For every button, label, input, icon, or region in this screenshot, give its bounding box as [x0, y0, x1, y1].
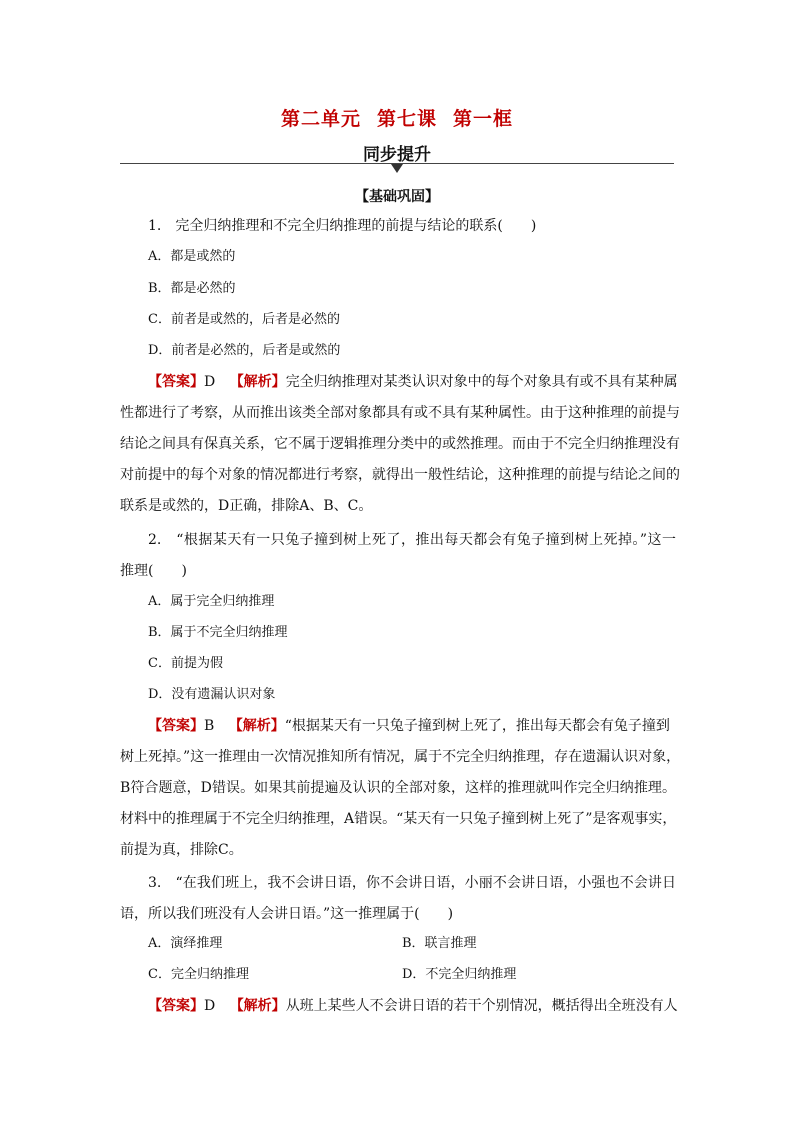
q3-option-a: A．演绎推理: [148, 936, 223, 951]
q3-stem: 3. “在我们班上，我不会讲日语，你不会讲日语，小丽不会讲日语，小强也不会讲日: [148, 875, 676, 891]
q2-option-a: A．属于完全归纳推理: [148, 594, 275, 609]
q2-analysis-line: B符合题意，D错误。如果其前提遍及认识的全部对象，这样的推理就叫作完全归纳推理。: [120, 780, 676, 796]
q2-option-b: B．属于不完全归纳推理: [148, 625, 288, 640]
q2-analysis-line: 材料中的推理属于不完全归纳推理，A错误。“某天有一只兔子撞到树上死了”是客观事实，: [120, 811, 677, 827]
q2-analysis-line: 树上死掉。”这一推理由一次情况推知所有情况，属于不完全归纳推理，存在遗漏认识对象，: [120, 749, 681, 765]
q1-analysis-line: 对前提中的每个对象的情况都进行考察，就得出一般性结论，这种推理的前提与结论之间的: [120, 467, 680, 483]
lesson-title: 第七课: [376, 108, 437, 130]
q1-answer-line: [148, 372, 678, 392]
q2-answer-line: [148, 716, 670, 736]
q3-analysis-line: 从班上某些人不会讲日语的若干个别情况，概括得出全班没有人: [285, 998, 678, 1014]
section-heading: 【基础巩固】: [355, 189, 439, 205]
q3-stem: 语，所以我们班没有人会讲日语。”这一推理属于( ): [120, 906, 454, 922]
analysis-label: 【解析】: [229, 998, 286, 1014]
frame-title: 第一框: [453, 108, 514, 130]
analysis-label: 【解析】: [228, 718, 285, 734]
q1-analysis-line: 完全归纳推理对某类认识对象中的每个对象具有或不具有某种属: [285, 374, 678, 390]
q1-stem: 1. 完全归纳推理和不完全归纳推理的前提与结论的联系( ): [148, 218, 537, 234]
q1-option-c: C．前者是或然的，后者是必然的: [148, 312, 340, 327]
q3-option-d: D．不完全归纳推理: [402, 967, 517, 982]
q2-option-d: D．没有遗漏认识对象: [148, 687, 276, 702]
q2-answer: B: [204, 718, 215, 734]
q1-option-a: A．都是或然的: [148, 249, 236, 264]
q1-answer: D: [204, 374, 216, 390]
q3-answer: D: [204, 998, 216, 1014]
q3-answer-line: [148, 996, 678, 1016]
answer-label: 【答案】: [148, 718, 204, 734]
analysis-label: 【解析】: [229, 374, 286, 390]
q1-analysis-line: 联系是或然的，D正确，排除A、B、C。: [120, 498, 373, 514]
answer-label: 【答案】: [148, 998, 204, 1014]
q2-analysis-line: 前提为真，排除C。: [120, 842, 243, 858]
q2-option-c: C．前提为假: [148, 656, 223, 671]
q2-analysis-line: “根据某天有一只兔子撞到树上死了，推出每天都会有兔子撞到: [284, 718, 670, 734]
q1-option-b: B．都是必然的: [148, 281, 236, 296]
q1-analysis-line: 性都进行了考察，从而推出该类全部对象都具有或不具有某种属性。由于这种推理的前提与: [120, 405, 680, 421]
q3-option-c: C．完全归纳推理: [148, 967, 249, 982]
q3-option-b: B．联言推理: [402, 936, 477, 951]
subtitle: 同步提升: [363, 145, 431, 165]
unit-title: 第二单元: [280, 108, 361, 130]
q2-stem: 推理( ): [120, 563, 187, 579]
q1-analysis-line: 结论之间具有保真关系，它不属于逻辑推理分类中的或然推理。而由于不完全归纳推理没有: [120, 436, 680, 452]
q1-option-d: D．前者是必然的，后者是或然的: [148, 343, 341, 358]
answer-label: 【答案】: [148, 374, 204, 390]
q2-stem: 2. “根据某天有一只兔子撞到树上死了，推出每天都会有兔子撞到树上死掉。”这一: [148, 532, 676, 548]
triangle-down-icon: [391, 164, 403, 173]
page-title: [0, 104, 794, 131]
